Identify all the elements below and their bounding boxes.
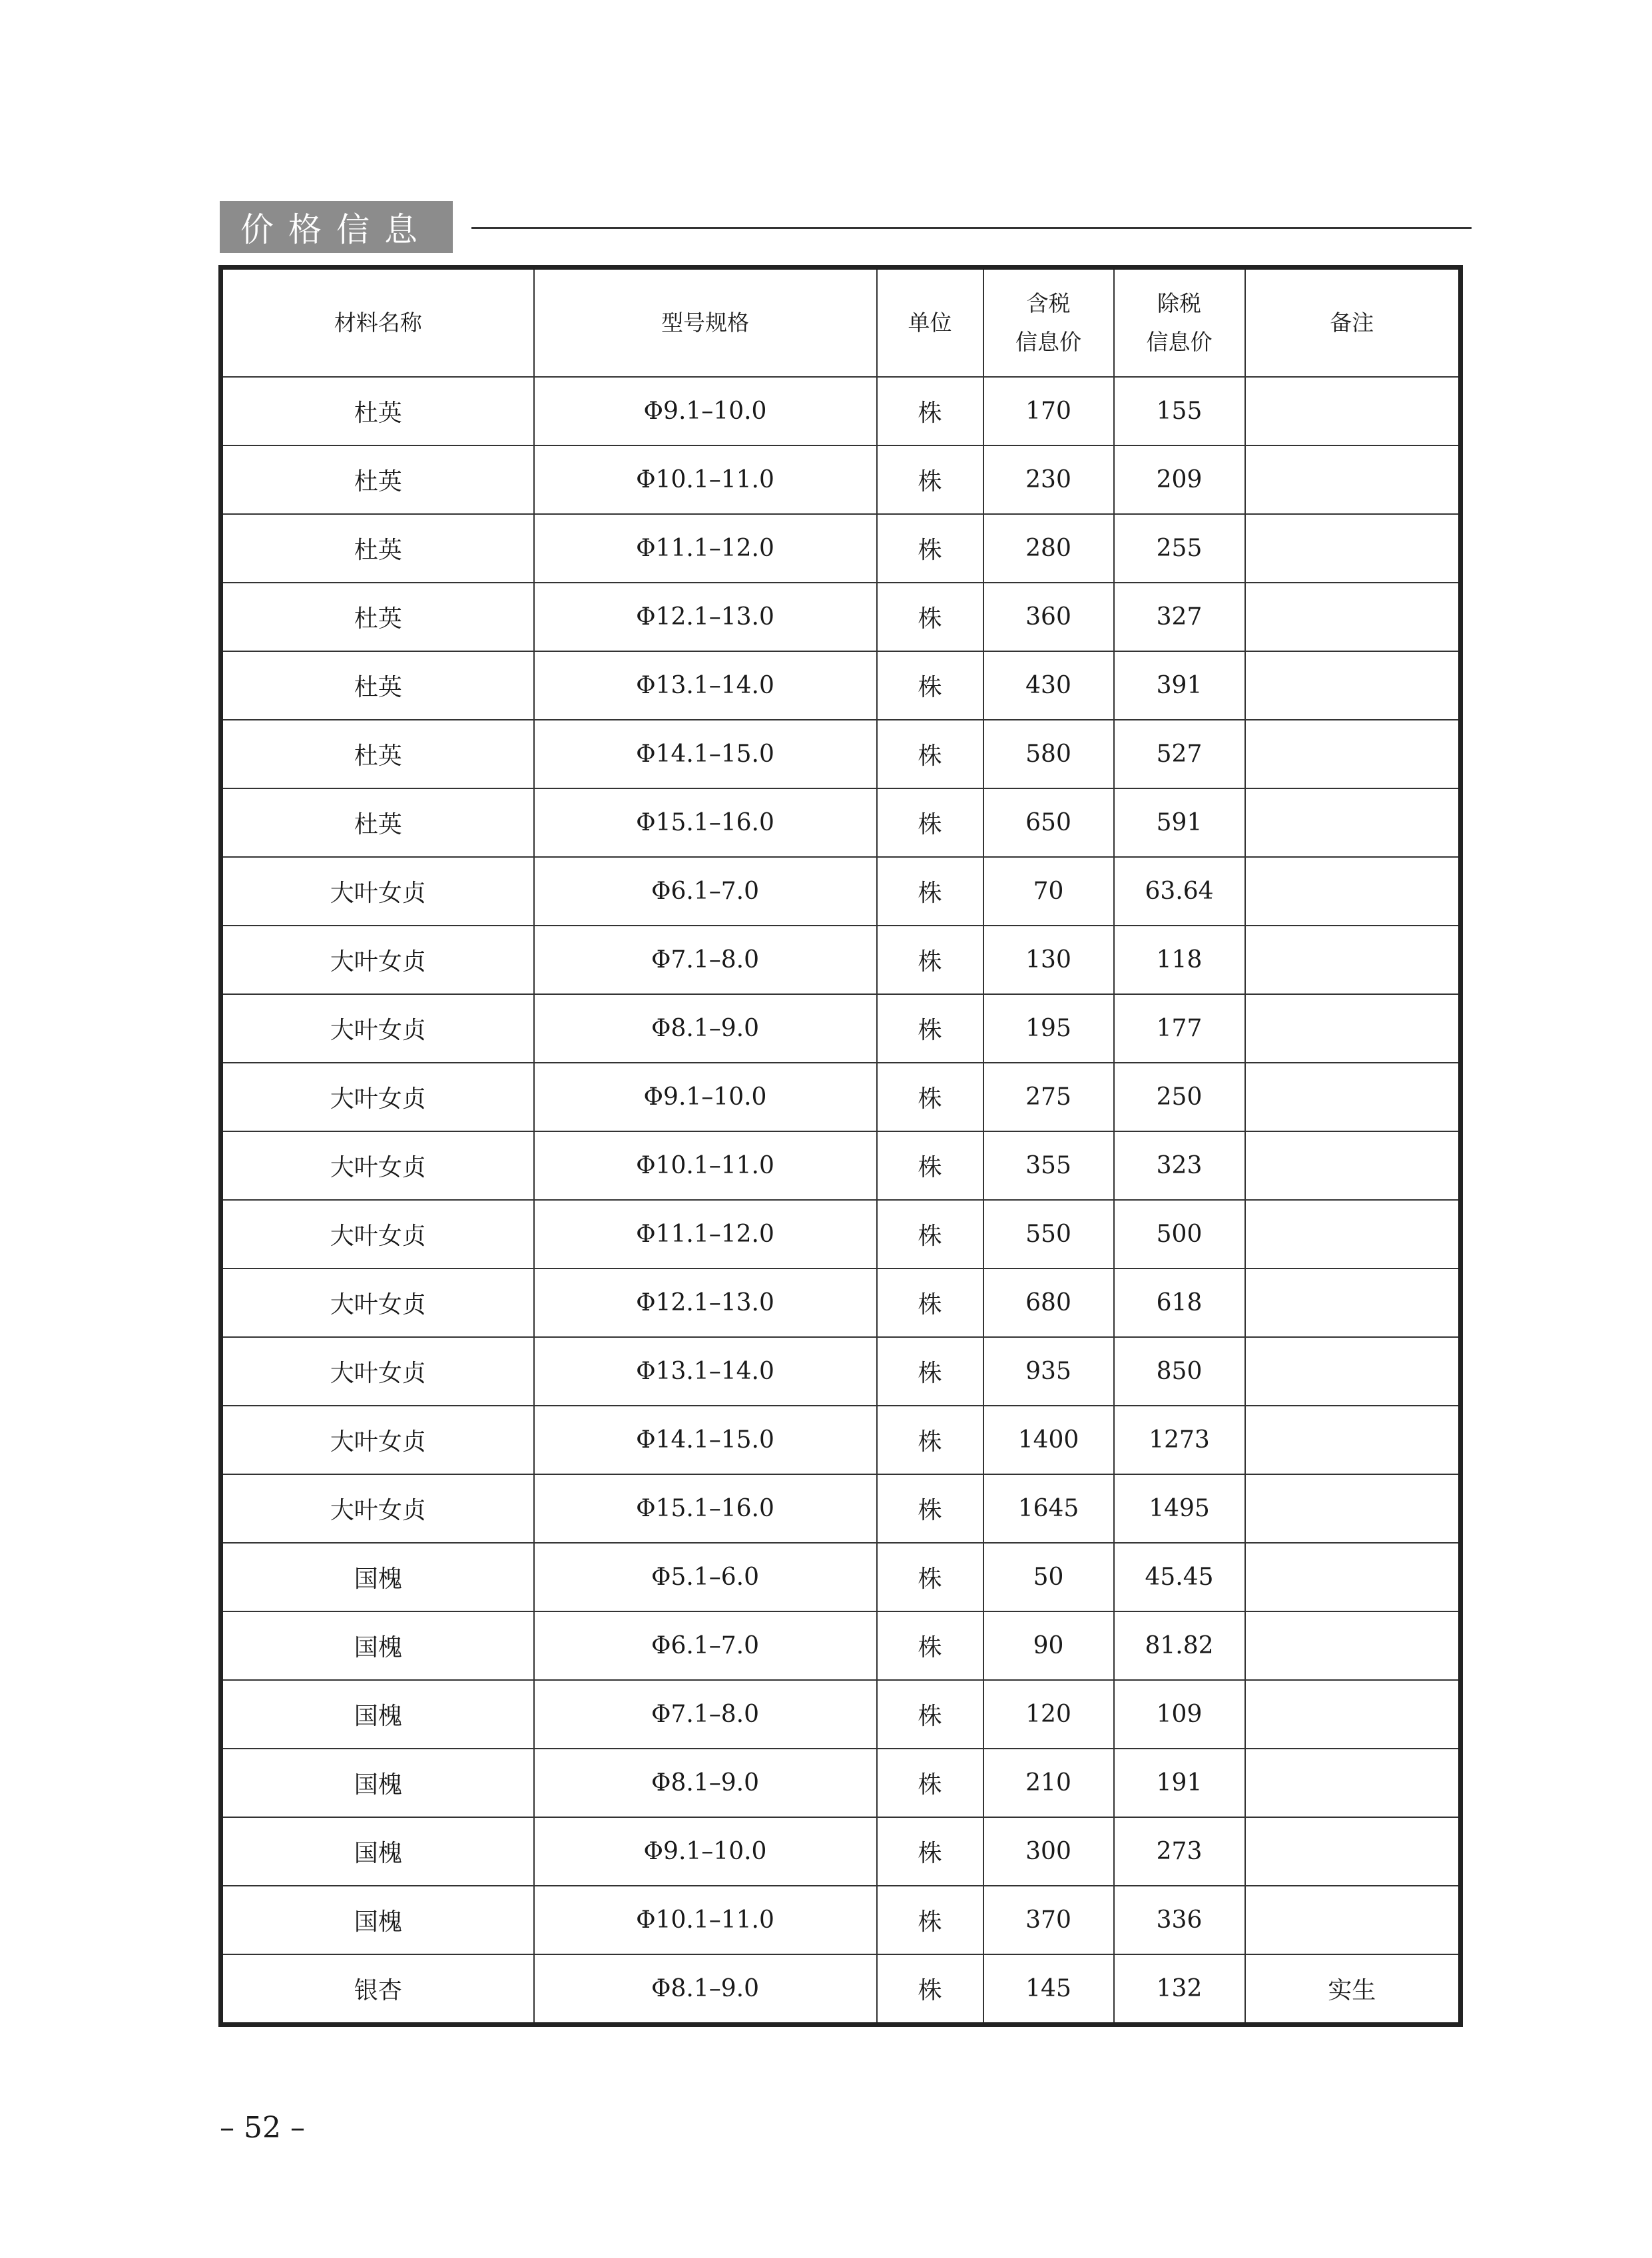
cell-tax-exclusive: 327 (1114, 583, 1245, 651)
cell-tax-exclusive: 255 (1114, 514, 1245, 583)
cell-unit: 株 (877, 720, 983, 788)
cell-name: 杜英 (221, 788, 534, 857)
cell-unit: 株 (877, 1406, 983, 1474)
table-row (221, 1337, 1461, 1406)
cell-tax-inclusive: 70 (983, 857, 1114, 926)
cell-tax-inclusive: 275 (983, 1063, 1114, 1131)
cell-unit: 株 (877, 1954, 983, 2025)
cell-name: 国槐 (221, 1543, 534, 1611)
cell-tax-exclusive: 1495 (1114, 1474, 1245, 1543)
price-table (218, 265, 1463, 2027)
cell-tax-exclusive: 177 (1114, 994, 1245, 1063)
cell-name: 杜英 (221, 445, 534, 514)
cell-spec: Φ10.1–11.0 (534, 445, 877, 514)
cell-name: 杜英 (221, 583, 534, 651)
cell-remark (1245, 1749, 1461, 1817)
section-title: 价格信息 (220, 201, 453, 253)
cell-remark (1245, 1131, 1461, 1200)
table-row (221, 445, 1461, 514)
cell-tax-inclusive: 300 (983, 1817, 1114, 1886)
header-tax-exclusive-line2: 信息价 (1146, 329, 1213, 355)
cell-spec: Φ10.1–11.0 (534, 1131, 877, 1200)
table-row (221, 1474, 1461, 1543)
cell-name: 国槐 (221, 1886, 534, 1954)
cell-unit: 株 (877, 1817, 983, 1886)
table-row (221, 1749, 1461, 1817)
cell-tax-inclusive: 210 (983, 1749, 1114, 1817)
cell-tax-exclusive: 323 (1114, 1131, 1245, 1200)
cell-unit: 株 (877, 1131, 983, 1200)
table-row (221, 1200, 1461, 1269)
header-tax-exclusive (1114, 268, 1245, 378)
cell-name: 杜英 (221, 651, 534, 720)
cell-tax-exclusive: 250 (1114, 1063, 1245, 1131)
cell-remark (1245, 926, 1461, 994)
cell-unit: 株 (877, 514, 983, 583)
cell-remark (1245, 1611, 1461, 1680)
cell-tax-inclusive: 90 (983, 1611, 1114, 1680)
table-row (221, 1131, 1461, 1200)
cell-spec: Φ14.1–15.0 (534, 720, 877, 788)
cell-spec: Φ9.1–10.0 (534, 377, 877, 445)
header-tax-inclusive-line2: 信息价 (1015, 329, 1081, 355)
cell-spec: Φ8.1–9.0 (534, 1749, 877, 1817)
table-row (221, 1269, 1461, 1337)
cell-spec: Φ8.1–9.0 (534, 1954, 877, 2025)
cell-tax-exclusive: 63.64 (1114, 857, 1245, 926)
cell-unit: 株 (877, 857, 983, 926)
table-row (221, 1817, 1461, 1886)
cell-tax-inclusive: 1645 (983, 1474, 1114, 1543)
cell-tax-exclusive: 273 (1114, 1817, 1245, 1886)
cell-unit: 株 (877, 1886, 983, 1954)
cell-tax-inclusive: 360 (983, 583, 1114, 651)
cell-tax-exclusive: 618 (1114, 1269, 1245, 1337)
cell-remark (1245, 1543, 1461, 1611)
cell-name: 杜英 (221, 514, 534, 583)
header-tax-exclusive-line1: 除税 (1157, 290, 1201, 316)
cell-name: 大叶女贞 (221, 1269, 534, 1337)
cell-tax-exclusive: 336 (1114, 1886, 1245, 1954)
cell-spec: Φ11.1–12.0 (534, 1200, 877, 1269)
cell-spec: Φ14.1–15.0 (534, 1406, 877, 1474)
table-row (221, 926, 1461, 994)
cell-unit: 株 (877, 1680, 983, 1749)
table-row (221, 651, 1461, 720)
cell-unit: 株 (877, 1543, 983, 1611)
cell-remark (1245, 788, 1461, 857)
cell-remark (1245, 1337, 1461, 1406)
cell-tax-exclusive: 155 (1114, 377, 1245, 445)
table-row (221, 788, 1461, 857)
cell-spec: Φ9.1–10.0 (534, 1063, 877, 1131)
table-header-row (221, 268, 1461, 378)
cell-remark (1245, 1817, 1461, 1886)
cell-remark (1245, 1200, 1461, 1269)
cell-tax-exclusive: 527 (1114, 720, 1245, 788)
cell-remark (1245, 720, 1461, 788)
cell-unit: 株 (877, 926, 983, 994)
cell-name: 大叶女贞 (221, 1131, 534, 1200)
cell-tax-exclusive: 209 (1114, 445, 1245, 514)
cell-name: 大叶女贞 (221, 857, 534, 926)
cell-spec: Φ13.1–14.0 (534, 1337, 877, 1406)
table-row (221, 1611, 1461, 1680)
cell-tax-inclusive: 430 (983, 651, 1114, 720)
cell-tax-exclusive: 591 (1114, 788, 1245, 857)
cell-tax-exclusive: 500 (1114, 1200, 1245, 1269)
cell-unit: 株 (877, 1337, 983, 1406)
table-row (221, 994, 1461, 1063)
cell-tax-inclusive: 355 (983, 1131, 1114, 1200)
cell-tax-inclusive: 935 (983, 1337, 1114, 1406)
cell-tax-inclusive: 170 (983, 377, 1114, 445)
cell-name: 大叶女贞 (221, 1337, 534, 1406)
cell-tax-inclusive: 50 (983, 1543, 1114, 1611)
table-row (221, 1543, 1461, 1611)
cell-tax-inclusive: 195 (983, 994, 1114, 1063)
cell-tax-inclusive: 1400 (983, 1406, 1114, 1474)
cell-remark (1245, 1680, 1461, 1749)
cell-tax-inclusive: 130 (983, 926, 1114, 994)
cell-remark (1245, 1063, 1461, 1131)
cell-spec: Φ7.1–8.0 (534, 926, 877, 994)
cell-name: 大叶女贞 (221, 994, 534, 1063)
cell-remark (1245, 583, 1461, 651)
header-name: 材料名称 (221, 268, 534, 378)
cell-unit: 株 (877, 1269, 983, 1337)
cell-tax-exclusive: 391 (1114, 651, 1245, 720)
table-row (221, 514, 1461, 583)
cell-unit: 株 (877, 583, 983, 651)
table-row (221, 1406, 1461, 1474)
cell-name: 国槐 (221, 1611, 534, 1680)
cell-spec: Φ15.1–16.0 (534, 1474, 877, 1543)
cell-unit: 株 (877, 1063, 983, 1131)
cell-remark (1245, 857, 1461, 926)
cell-name: 大叶女贞 (221, 1474, 534, 1543)
table-row (221, 583, 1461, 651)
cell-name: 杜英 (221, 377, 534, 445)
cell-tax-exclusive: 132 (1114, 1954, 1245, 2025)
cell-remark (1245, 651, 1461, 720)
cell-name: 大叶女贞 (221, 926, 534, 994)
cell-spec: Φ8.1–9.0 (534, 994, 877, 1063)
cell-unit: 株 (877, 1200, 983, 1269)
cell-tax-inclusive: 370 (983, 1886, 1114, 1954)
cell-remark (1245, 1474, 1461, 1543)
table-row (221, 377, 1461, 445)
page-number: – 52 – (220, 2111, 305, 2145)
cell-unit: 株 (877, 445, 983, 514)
cell-remark (1245, 1269, 1461, 1337)
cell-unit: 株 (877, 994, 983, 1063)
cell-spec: Φ9.1–10.0 (534, 1817, 877, 1886)
cell-name: 国槐 (221, 1680, 534, 1749)
cell-unit: 株 (877, 1611, 983, 1680)
cell-tax-inclusive: 680 (983, 1269, 1114, 1337)
cell-remark: 实生 (1245, 1954, 1461, 2025)
cell-spec: Φ12.1–13.0 (534, 583, 877, 651)
table-row (221, 1063, 1461, 1131)
cell-tax-inclusive: 145 (983, 1954, 1114, 2025)
cell-tax-exclusive: 109 (1114, 1680, 1245, 1749)
cell-remark (1245, 377, 1461, 445)
cell-tax-exclusive: 118 (1114, 926, 1245, 994)
table-row (221, 720, 1461, 788)
cell-spec: Φ6.1–7.0 (534, 1611, 877, 1680)
cell-remark (1245, 1886, 1461, 1954)
cell-tax-inclusive: 230 (983, 445, 1114, 514)
cell-spec: Φ12.1–13.0 (534, 1269, 877, 1337)
section-divider (471, 227, 1472, 229)
cell-tax-inclusive: 550 (983, 1200, 1114, 1269)
cell-name: 银杏 (221, 1954, 534, 2025)
cell-spec: Φ6.1–7.0 (534, 857, 877, 926)
cell-unit: 株 (877, 651, 983, 720)
cell-name: 大叶女贞 (221, 1063, 534, 1131)
cell-remark (1245, 1406, 1461, 1474)
cell-spec: Φ15.1–16.0 (534, 788, 877, 857)
cell-name: 国槐 (221, 1817, 534, 1886)
cell-spec: Φ13.1–14.0 (534, 651, 877, 720)
cell-name: 大叶女贞 (221, 1200, 534, 1269)
cell-tax-inclusive: 120 (983, 1680, 1114, 1749)
cell-remark (1245, 445, 1461, 514)
table-row (221, 1680, 1461, 1749)
section-header (220, 201, 1472, 253)
cell-name: 大叶女贞 (221, 1406, 534, 1474)
cell-tax-inclusive: 580 (983, 720, 1114, 788)
cell-tax-inclusive: 280 (983, 514, 1114, 583)
table-row (221, 857, 1461, 926)
cell-spec: Φ7.1–8.0 (534, 1680, 877, 1749)
cell-tax-exclusive: 81.82 (1114, 1611, 1245, 1680)
cell-tax-exclusive: 1273 (1114, 1406, 1245, 1474)
header-spec: 型号规格 (534, 268, 877, 378)
cell-tax-exclusive: 850 (1114, 1337, 1245, 1406)
table-row (221, 1954, 1461, 2025)
header-remark: 备注 (1245, 268, 1461, 378)
header-unit: 单位 (877, 268, 983, 378)
cell-tax-inclusive: 650 (983, 788, 1114, 857)
cell-name: 国槐 (221, 1749, 534, 1817)
cell-tax-exclusive: 45.45 (1114, 1543, 1245, 1611)
cell-unit: 株 (877, 1474, 983, 1543)
header-tax-inclusive (983, 268, 1114, 378)
cell-unit: 株 (877, 788, 983, 857)
table-body (221, 377, 1461, 2025)
cell-name: 杜英 (221, 720, 534, 788)
cell-spec: Φ11.1–12.0 (534, 514, 877, 583)
cell-spec: Φ5.1–6.0 (534, 1543, 877, 1611)
header-tax-inclusive-line1: 含税 (1026, 290, 1071, 316)
cell-spec: Φ10.1–11.0 (534, 1886, 877, 1954)
cell-unit: 株 (877, 377, 983, 445)
cell-remark (1245, 514, 1461, 583)
table-row (221, 1886, 1461, 1954)
cell-unit: 株 (877, 1749, 983, 1817)
cell-remark (1245, 994, 1461, 1063)
cell-tax-exclusive: 191 (1114, 1749, 1245, 1817)
